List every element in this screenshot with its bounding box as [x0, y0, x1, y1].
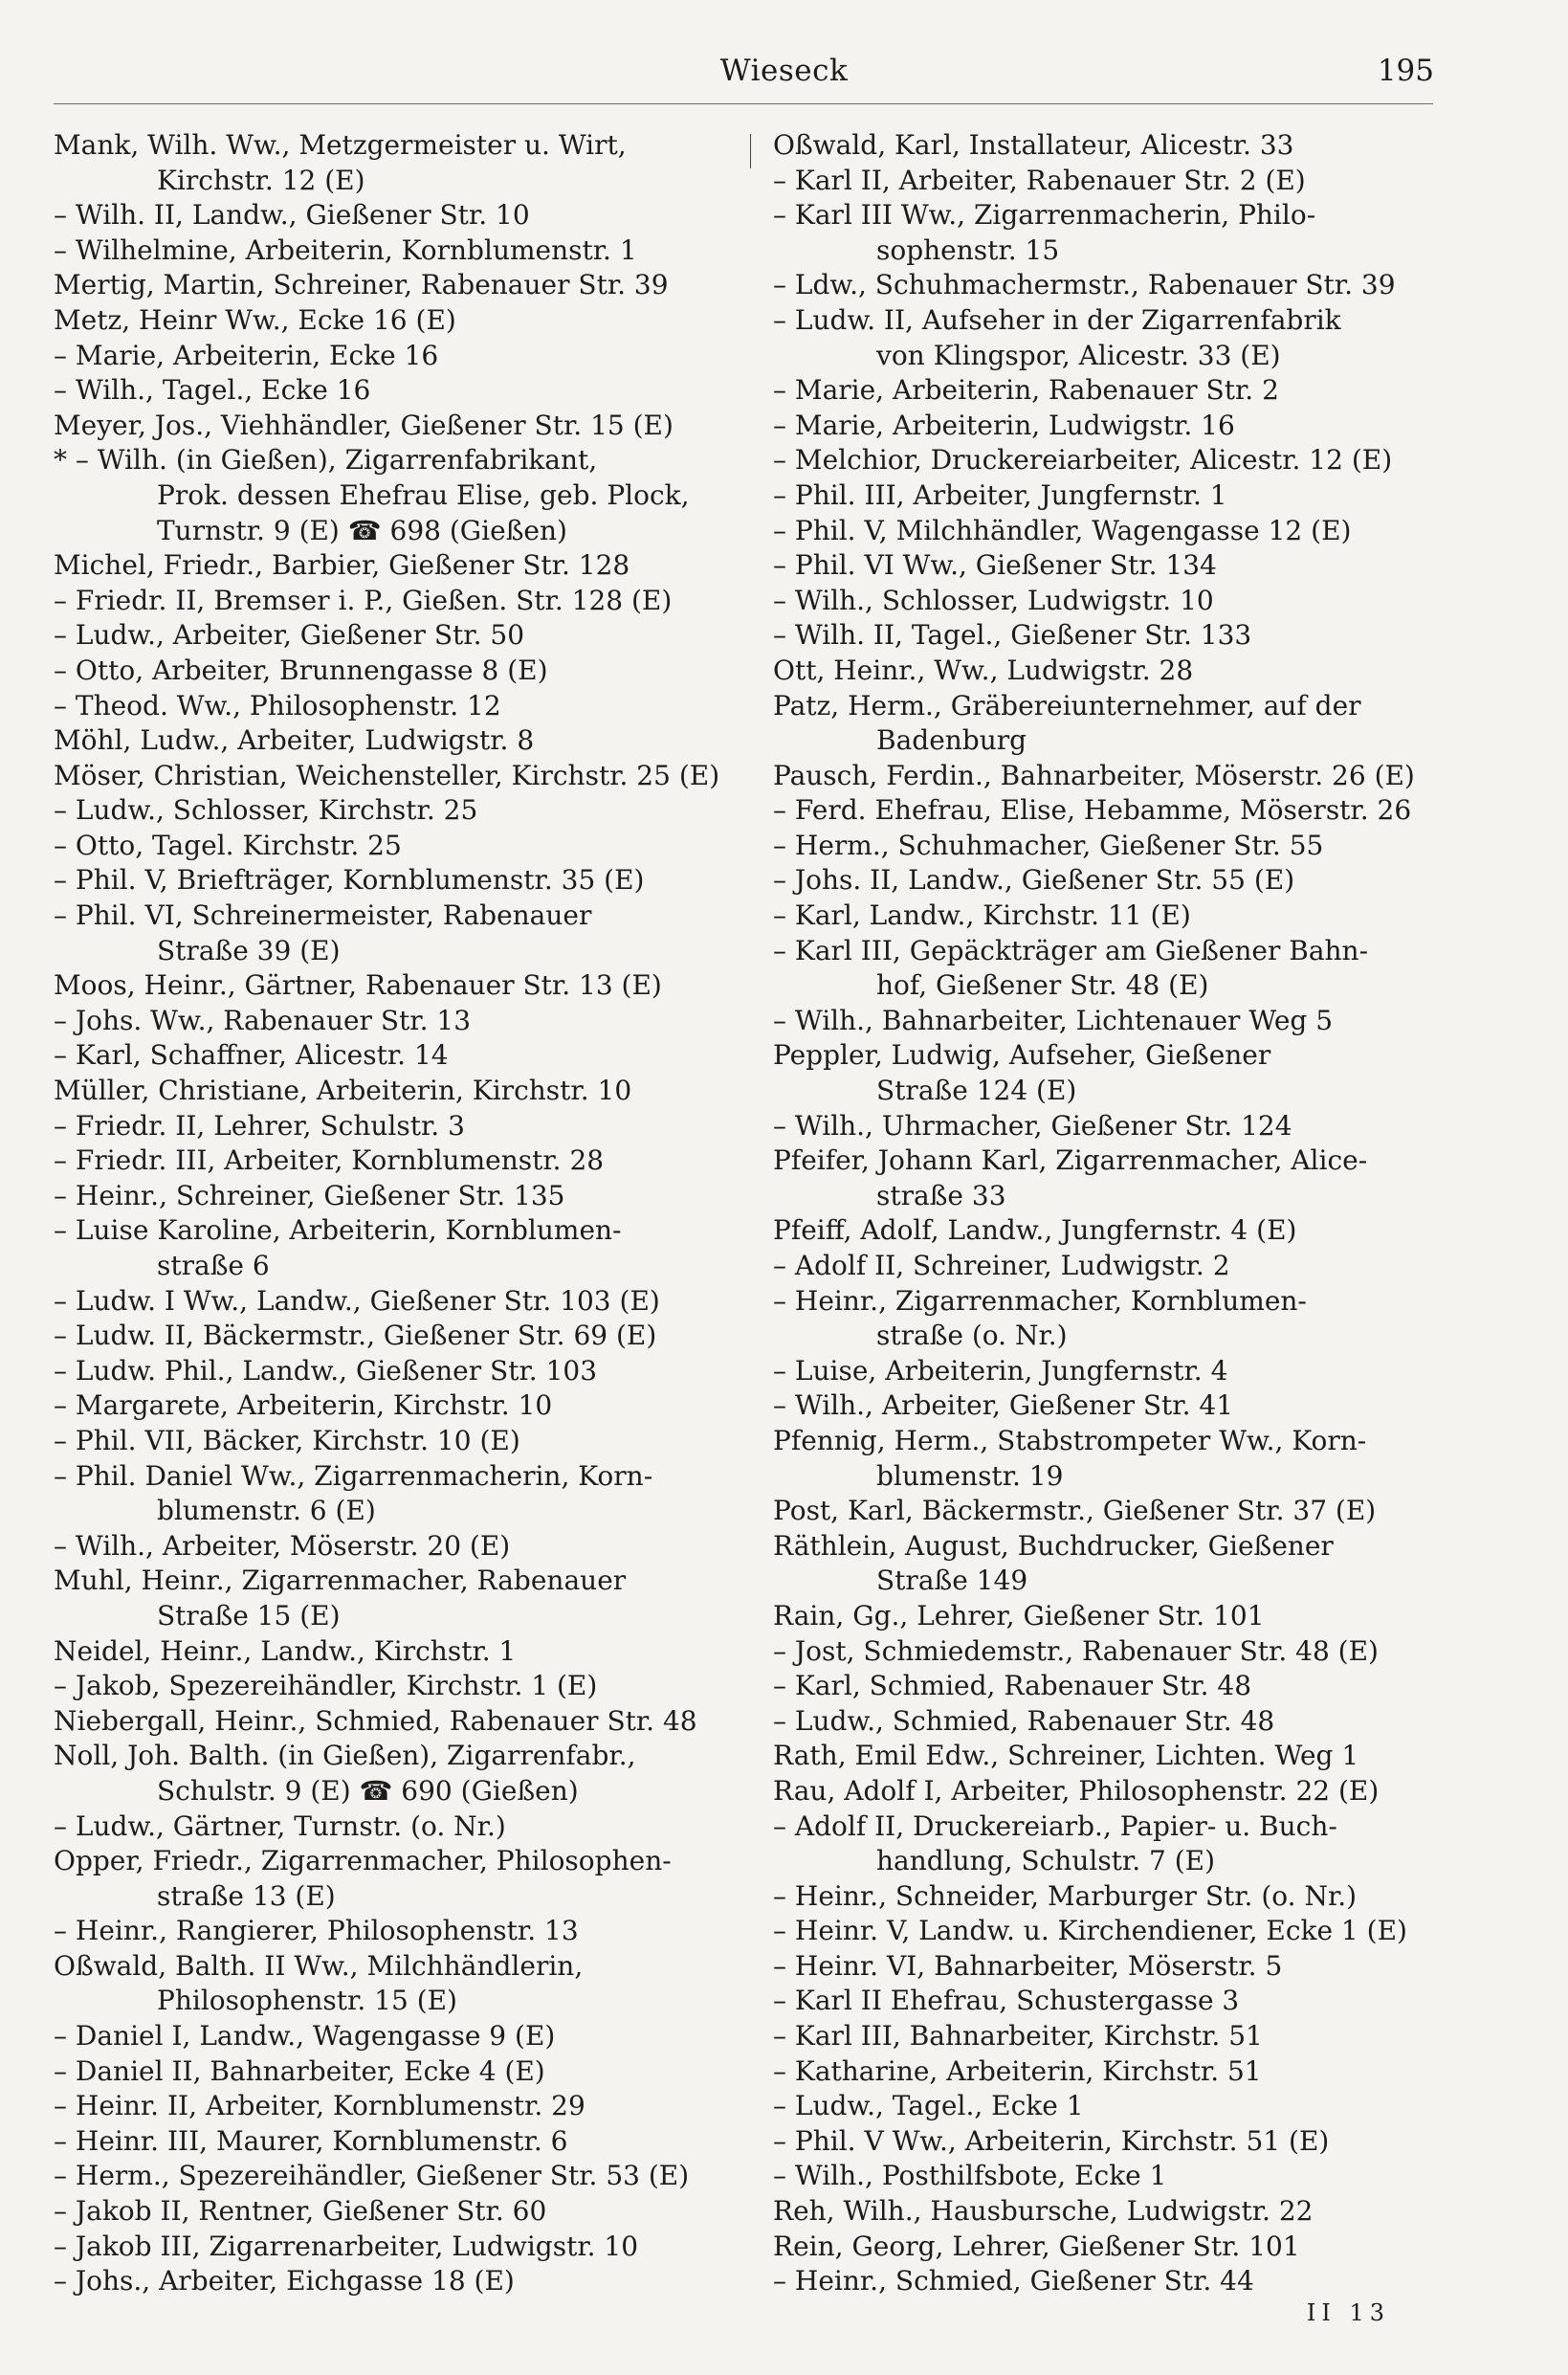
- directory-entry-line: Rau, Adolf I, Arbeiter, Philosophenstr. 22 (E): [773, 1774, 1380, 1807]
- directory-entry-line: – Wilh., Posthilfsbote, Ecke 1: [773, 2160, 1167, 2192]
- directory-entry-line: Möhl, Ludw., Arbeiter, Ludwigstr. 8: [54, 724, 535, 757]
- directory-entry-line: – Wilh., Bahnarbeiter, Lichtenauer Weg 5: [773, 1004, 1334, 1036]
- directory-entry-line: – Friedr. II, Bremser i. P., Gießen. Str. 128 (E): [54, 584, 673, 616]
- entry-continuation-line: Turnstr. 9 (E) ☎ 698 (Gießen): [157, 514, 567, 546]
- directory-entry-line: Patz, Herm., Gräbereiunternehmer, auf der: [773, 689, 1361, 721]
- entry-continuation-line: von Klingspor, Alicestr. 33 (E): [876, 339, 1281, 371]
- directory-entry-line: – Ludw., Gärtner, Turnstr. (o. Nr.): [54, 1809, 506, 1842]
- page-number: 195: [1377, 54, 1434, 88]
- directory-entry-line: – Johs. II, Landw., Gießener Str. 55 (E): [773, 864, 1295, 897]
- directory-entry-line: – Phil. VII, Bäcker, Kirchstr. 10 (E): [54, 1424, 520, 1456]
- right-column: [773, 128, 1447, 2299]
- directory-entry-line: – Adolf II, Schreiner, Ludwigstr. 2: [773, 1250, 1230, 1281]
- entry-continuation-line: hof, Gießener Str. 48 (E): [876, 969, 1209, 1002]
- directory-entry-line: – Heinr., Zigarrenmacher, Kornblumen-: [773, 1284, 1307, 1317]
- directory-entry-line: Muhl, Heinr., Zigarrenmacher, Rabenauer: [54, 1565, 627, 1597]
- directory-entry-line: – Ludw., Tagel., Ecke 1: [773, 2090, 1084, 2122]
- directory-entry-line: – Heinr. II, Arbeiter, Kornblumenstr. 29: [54, 2090, 585, 2122]
- directory-entry-line: – Jakob, Spezereihändler, Kirchstr. 1 (E): [54, 1670, 598, 1702]
- directory-entry-line: * – Wilh. (in Gießen), Zigarrenfabrikant,: [54, 444, 598, 477]
- directory-entry-line: Michel, Friedr., Barbier, Gießener Str. 128: [54, 549, 630, 582]
- directory-entry-line: Pfeifer, Johann Karl, Zigarrenmacher, Alice-: [773, 1144, 1368, 1177]
- directory-entry-line: – Karl II, Arbeiter, Rabenauer Str. 2 (E): [773, 164, 1306, 196]
- directory-entry-line: – Karl, Landw., Kirchstr. 11 (E): [773, 899, 1191, 932]
- directory-entry-line: – Karl III, Gepäckträger am Gießener Bahn-: [773, 934, 1369, 966]
- directory-entry-line: – Friedr. II, Lehrer, Schulstr. 3: [54, 1109, 465, 1142]
- directory-entry-line: – Jakob II, Rentner, Gießener Str. 60: [54, 2195, 547, 2228]
- directory-entry-line: – Katharine, Arbeiterin, Kirchstr. 51: [773, 2054, 1262, 2087]
- directory-entry-line: Oßwald, Balth. II Ww., Milchhändlerin,: [54, 1949, 584, 1982]
- directory-entry-line: – Heinr., Schreiner, Gießener Str. 135: [54, 1179, 565, 1211]
- entry-continuation-line: sophenstr. 15: [876, 233, 1060, 266]
- directory-entry-line: – Phil. Daniel Ww., Zigarrenmacherin, Korn-: [54, 1459, 653, 1492]
- directory-entry-line: – Karl II Ehefrau, Schustergasse 3: [773, 1985, 1240, 2017]
- directory-entry-line: – Wilh., Uhrmacher, Gießener Str. 124: [773, 1109, 1292, 1142]
- directory-entry-line: Möser, Christian, Weichensteller, Kirchstr. 25 (E): [54, 759, 720, 791]
- directory-entry-line: – Ferd. Ehefrau, Elise, Hebamme, Möserstr. 26: [773, 794, 1412, 827]
- directory-entry-line: – Ludw. Phil., Landw., Gießener Str. 103: [54, 1354, 598, 1387]
- entry-continuation-line: straße (o. Nr.): [876, 1320, 1068, 1352]
- directory-entry-line: Müller, Christiane, Arbeiterin, Kirchstr. 10: [54, 1075, 632, 1107]
- directory-entry-line: – Wilh., Tagel., Ecke 16: [54, 374, 371, 407]
- directory-entry-line: Pausch, Ferdin., Bahnarbeiter, Möserstr. 26 (E): [773, 759, 1415, 791]
- left-column: [54, 128, 728, 2299]
- directory-entry-line: – Wilh., Arbeiter, Gießener Str. 41: [773, 1389, 1234, 1422]
- entry-continuation-line: handlung, Schulstr. 7 (E): [876, 1845, 1216, 1877]
- directory-entry-line: – Daniel II, Bahnarbeiter, Ecke 4 (E): [54, 2054, 545, 2087]
- directory-entry-line: – Johs., Arbeiter, Eichgasse 18 (E): [54, 2265, 515, 2297]
- directory-entry-line: – Phil. VI Ww., Gießener Str. 134: [773, 549, 1217, 582]
- directory-entry-line: Räthlein, August, Buchdrucker, Gießener: [773, 1529, 1334, 1562]
- directory-entry-line: – Marie, Arbeiterin, Ecke 16: [54, 339, 439, 371]
- directory-entry-line: Ott, Heinr., Ww., Ludwigstr. 28: [773, 654, 1194, 686]
- entry-continuation-line: Kirchstr. 12 (E): [157, 164, 365, 196]
- directory-entry-line: – Heinr., Rangierer, Philosophenstr. 13: [54, 1915, 579, 1947]
- directory-entry-line: – Ldw., Schuhmachermstr., Rabenauer Str. 39: [773, 269, 1396, 301]
- directory-entry-line: – Ludw., Schlosser, Kirchstr. 25: [54, 794, 478, 827]
- directory-entry-line: – Ludw. II, Bäckermstr., Gießener Str. 69 (E): [54, 1320, 657, 1352]
- directory-entry-line: – Luise, Arbeiterin, Jungfernstr. 4: [773, 1354, 1228, 1387]
- directory-entry-line: Pfeiff, Adolf, Landw., Jungfernstr. 4 (E): [773, 1214, 1297, 1247]
- entry-continuation-line: Straße 39 (E): [157, 934, 341, 966]
- directory-entry-line: – Phil. VI, Schreinermeister, Rabenauer: [54, 899, 592, 932]
- directory-entry-line: – Marie, Arbeiterin, Ludwigstr. 16: [773, 409, 1235, 441]
- directory-entry-line: Peppler, Ludwig, Aufseher, Gießener: [773, 1039, 1271, 1072]
- directory-entry-line: – Melchior, Druckereiarbeiter, Alicestr. 12 (E): [773, 444, 1393, 477]
- entry-continuation-line: Schulstr. 9 (E) ☎ 690 (Gießen): [157, 1774, 579, 1807]
- entry-continuation-line: straße 6: [157, 1250, 270, 1281]
- directory-entry-line: – Otto, Tagel. Kirchstr. 25: [54, 829, 402, 861]
- directory-entry-line: Metz, Heinr Ww., Ecke 16 (E): [54, 303, 456, 336]
- directory-entry-line: – Daniel I, Landw., Wagengasse 9 (E): [54, 2020, 556, 2053]
- directory-entry-line: – Adolf II, Druckereiarb., Papier- u. Buch-: [773, 1809, 1337, 1842]
- directory-entry-line: – Heinr., Schneider, Marburger Str. (o. Nr.): [773, 1879, 1358, 1912]
- directory-entry-line: Noll, Joh. Balth. (in Gießen), Zigarrenfabr.,: [54, 1740, 636, 1772]
- directory-entry-line: – Herm., Schuhmacher, Gießener Str. 55: [773, 829, 1324, 861]
- entry-continuation-line: Badenburg: [876, 724, 1027, 757]
- directory-entry-line: – Margarete, Arbeiterin, Kirchstr. 10: [54, 1389, 553, 1422]
- directory-entry-line: – Phil. V, Milchhändler, Wagengasse 12 (E): [773, 514, 1352, 546]
- entry-continuation-line: Philosophenstr. 15 (E): [157, 1985, 457, 2017]
- entry-continuation-line: blumenstr. 19: [876, 1459, 1064, 1492]
- directory-entry-line: – Karl III Ww., Zigarrenmacherin, Philo-: [773, 199, 1316, 232]
- entry-continuation-line: straße 13 (E): [157, 1879, 336, 1912]
- entry-continuation-line: straße 33: [876, 1179, 1006, 1211]
- directory-entry-line: – Karl III, Bahnarbeiter, Kirchstr. 51: [773, 2020, 1263, 2053]
- directory-entry-line: Pfennig, Herm., Stabstrompeter Ww., Korn-: [773, 1424, 1367, 1456]
- entry-continuation-line: blumenstr. 6 (E): [157, 1495, 376, 1527]
- directory-entry-line: – Jakob III, Zigarrenarbeiter, Ludwigstr. 10: [54, 2230, 639, 2262]
- entry-continuation-line: Straße 124 (E): [876, 1075, 1077, 1107]
- directory-entry-line: Oßwald, Karl, Installateur, Alicestr. 33: [773, 129, 1294, 161]
- directory-entry-line: – Luise Karoline, Arbeiterin, Kornblumen-: [54, 1214, 622, 1247]
- directory-entry-line: – Johs. Ww., Rabenauer Str. 13: [54, 1004, 472, 1036]
- directory-entry-line: Rain, Gg., Lehrer, Gießener Str. 101: [773, 1599, 1265, 1631]
- directory-entry-line: – Marie, Arbeiterin, Rabenauer Str. 2: [773, 374, 1279, 407]
- column-divider: [750, 134, 751, 168]
- directory-entry-line: Mank, Wilh. Ww., Metzgermeister u. Wirt,: [54, 129, 627, 161]
- entry-continuation-line: Prok. dessen Ehefrau Elise, geb. Plock,: [157, 478, 690, 511]
- directory-entry-line: – Heinr. V, Landw. u. Kirchendiener, Ecke 1 (E): [773, 1915, 1407, 1947]
- directory-entry-line: – Wilh. II, Landw., Gießener Str. 10: [54, 199, 530, 232]
- directory-entry-line: – Karl, Schmied, Rabenauer Str. 48: [773, 1670, 1252, 1702]
- directory-entry-line: – Ludw. I Ww., Landw., Gießener Str. 103 (E): [54, 1284, 660, 1317]
- directory-entry-line: Rath, Emil Edw., Schreiner, Lichten. Weg 1: [773, 1740, 1359, 1772]
- directory-entry-line: – Heinr. III, Maurer, Kornblumenstr. 6: [54, 2124, 568, 2157]
- directory-entry-line: – Theod. Ww., Philosophenstr. 12: [54, 689, 501, 721]
- directory-entry-line: Mertig, Martin, Schreiner, Rabenauer Str. 39: [54, 269, 669, 301]
- header-rule: [54, 103, 1433, 104]
- entry-continuation-line: Straße 149: [876, 1565, 1028, 1597]
- directory-entry-line: – Herm., Spezereihändler, Gießener Str. 53 (E): [54, 2160, 690, 2192]
- directory-entry-line: Niebergall, Heinr., Schmied, Rabenauer Str. 48: [54, 1704, 697, 1737]
- directory-entry-line: Moos, Heinr., Gärtner, Rabenauer Str. 13 (E): [54, 969, 662, 1002]
- directory-entry-line: – Heinr., Schmied, Gießener Str. 44: [773, 2265, 1254, 2297]
- directory-entry-line: – Wilhelmine, Arbeiterin, Kornblumenstr. 1: [54, 233, 637, 266]
- directory-entry-line: – Wilh., Schlosser, Ludwigstr. 10: [773, 584, 1214, 616]
- directory-entry-line: – Phil. III, Arbeiter, Jungfernstr. 1: [773, 478, 1227, 511]
- directory-entry-line: Reh, Wilh., Hausbursche, Ludwigstr. 22: [773, 2195, 1314, 2228]
- directory-entry-line: Neidel, Heinr., Landw., Kirchstr. 1: [54, 1634, 517, 1667]
- directory-entry-line: – Wilh. II, Tagel., Gießener Str. 133: [773, 619, 1252, 652]
- directory-entry-line: – Jost, Schmiedemstr., Rabenauer Str. 48 (E): [773, 1634, 1379, 1667]
- directory-entry-line: – Phil. V Ww., Arbeiterin, Kirchstr. 51 (E): [773, 2124, 1330, 2157]
- directory-entry-line: – Ludw. II, Aufseher in der Zigarrenfabrik: [773, 303, 1341, 336]
- directory-entry-line: – Friedr. III, Arbeiter, Kornblumenstr. 28: [54, 1144, 605, 1177]
- page-title: Wieseck: [719, 54, 849, 88]
- directory-entry-line: Meyer, Jos., Viehhändler, Gießener Str. 15 (E): [54, 409, 674, 441]
- directory-entry-line: – Karl, Schaffner, Alicestr. 14: [54, 1039, 449, 1072]
- directory-entry-line: – Otto, Arbeiter, Brunnengasse 8 (E): [54, 654, 548, 686]
- footer-signature: II 13: [1306, 2299, 1390, 2326]
- directory-entry-line: – Phil. V, Briefträger, Kornblumenstr. 35 (E): [54, 864, 645, 897]
- directory-entry-line: – Ludw., Arbeiter, Gießener Str. 50: [54, 619, 525, 652]
- directory-entry-line: Rein, Georg, Lehrer, Gießener Str. 101: [773, 2230, 1300, 2262]
- directory-entry-line: – Ludw., Schmied, Rabenauer Str. 48: [773, 1704, 1275, 1737]
- entry-continuation-line: Straße 15 (E): [157, 1599, 341, 1631]
- directory-entry-line: – Wilh., Arbeiter, Möserstr. 20 (E): [54, 1529, 511, 1562]
- directory-entry-line: – Heinr. VI, Bahnarbeiter, Möserstr. 5: [773, 1949, 1283, 1982]
- directory-entry-line: Post, Karl, Bäckermstr., Gießener Str. 37 (E): [773, 1495, 1377, 1527]
- directory-entry-line: Opper, Friedr., Zigarrenmacher, Philosophen-: [54, 1845, 672, 1877]
